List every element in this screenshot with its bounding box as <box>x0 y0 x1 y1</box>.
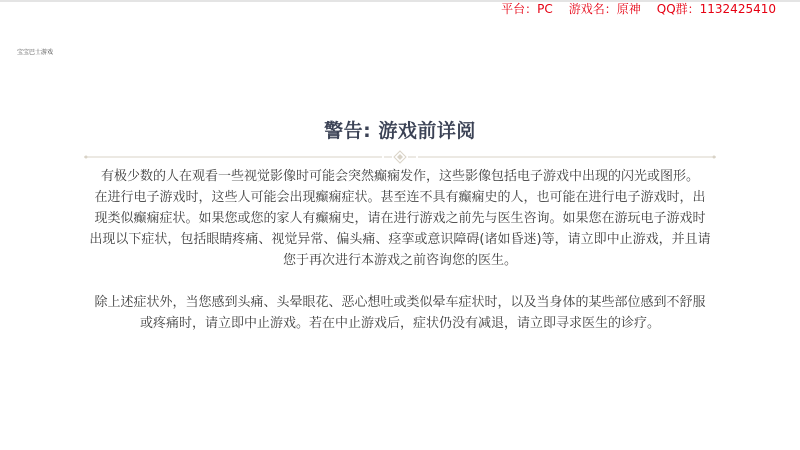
stream-info-overlay <box>501 1 776 17</box>
game-name-label: 游戏名：原神 <box>568 2 641 16</box>
corner-tag: 宝宝巴士游戏 <box>17 49 54 56</box>
qq-group-label: QQ群：1132425410 <box>656 2 776 16</box>
warning-paragraph-1: 有极少数的人在观看一些视觉影像时可能会突然癫痫发作，这些影像包括电子游戏中出现的闪光或图形。 在进行电子游戏时，这些人可能会出现癫痫症状。甚至连不具有癫痫史的人，也可能在进行电子游戏时，出 现类似癫痫症状。如果您或您的家人有癫痫史，请在进行游戏之前先与医生咨询。如果您在游玩电子游戏时 出现以下症状，包括眼睛疼痛、视觉异常、偏头痛、痉挛或意识障碍(诸如昏迷)等，请立即中止游戏，并且请 您于再次进行本游戏之前咨询您的医生。 <box>89 169 711 268</box>
divider-ornament-icon <box>84 150 716 164</box>
platform-label: 平台：PC <box>501 2 553 16</box>
warning-paragraph-2: 除上述症状外，当您感到头痛、头晕眼花、恶心想吐或类似晕车症状时，以及当身体的某些部位感到不舒服 或疼痛时，请立即中止游戏。若在中止游戏后，症状仍没有减退，请立即寻求医生的诊疗。 <box>94 295 706 331</box>
ornamental-divider <box>84 150 716 164</box>
warning-body <box>86 166 714 334</box>
warning-title: 警告: 游戏前详阅 <box>324 120 476 142</box>
